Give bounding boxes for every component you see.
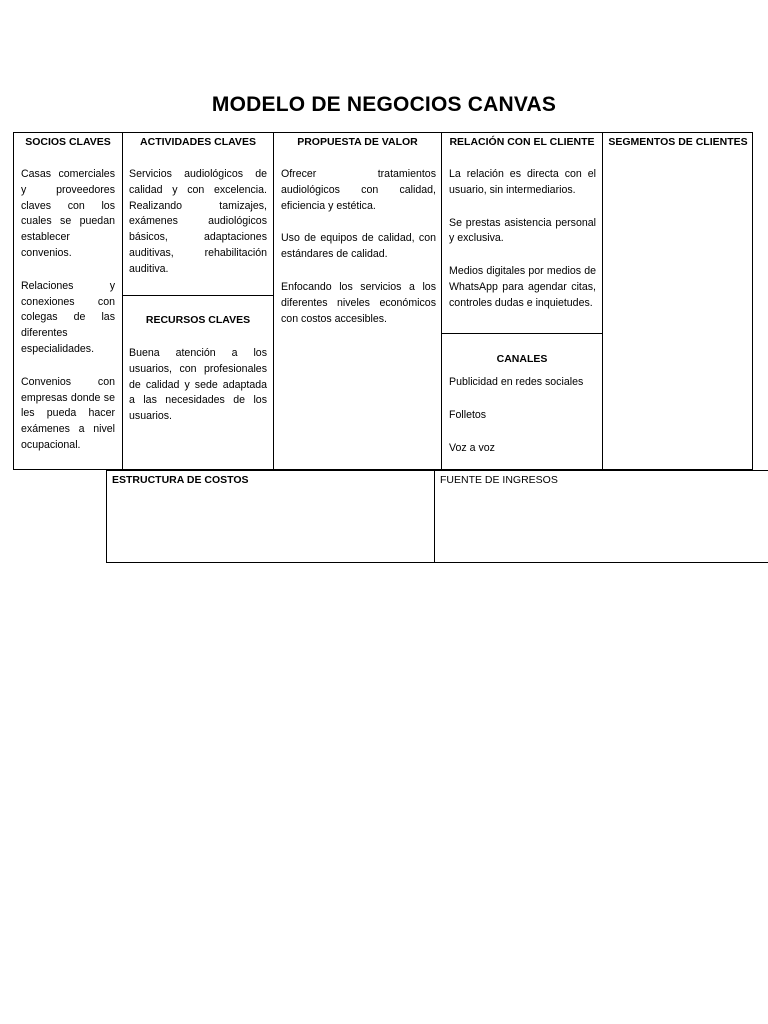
costs-revenue-row <box>106 470 768 563</box>
canales-heading: CANALES <box>496 353 548 365</box>
propuesta-paragraph: Uso de equipos de calidad, con estándares de calidad. <box>281 232 436 261</box>
relacion-paragraph: Medios digitales por medios de WhatsApp para agendar citas, controles dudas e inquietudes. <box>449 265 596 309</box>
divider <box>441 133 442 469</box>
divider <box>602 133 603 469</box>
fuente-ingresos-heading: FUENTE DE INGRESOS <box>440 474 558 486</box>
socios-paragraph: Convenios con empresas donde se les pueda hacer exámenes a nivel ocupacional. <box>21 375 115 451</box>
propuesta-paragraph: Enfocando los servicios a los diferentes niveles económicos con costos accesibles. <box>281 280 436 325</box>
relacion-cliente-heading: RELACIÓN CON EL CLIENTE <box>449 136 595 148</box>
canales-item: Folletos <box>449 408 487 421</box>
actividades-paragraph: Servicios audiológicos de calidad y con excelencia. Realizando tamizajes, exámenes audiológicos básicos, adaptaciones auditivas, rehabilitación auditiva. <box>129 168 267 275</box>
canales-content <box>449 375 599 473</box>
divider <box>434 471 435 562</box>
relacion-paragraph: La relación es directa con el usuario, sin intermediarios. <box>449 168 596 196</box>
socios-paragraph: Relaciones y conexiones con colegas de las diferentes especialidades. <box>21 279 115 355</box>
socios-claves-heading: SOCIOS CLAVES <box>25 136 111 148</box>
divider <box>441 333 603 334</box>
page-title: MODELO DE NEGOCIOS CANVAS <box>211 93 557 116</box>
divider <box>122 295 274 296</box>
actividades-claves-content <box>129 167 267 278</box>
recursos-paragraph: Buena atención a los usuarios, con profesionales de calidad y sede adaptada a las necesidades de los usuarios. <box>129 347 267 423</box>
recursos-claves-heading: RECURSOS CLAVES <box>145 314 251 326</box>
canvas-table <box>13 132 753 470</box>
socios-paragraph: Casas comerciales y proveedores claves con los cuales se puedan establecer convenios. <box>21 168 115 259</box>
propuesta-valor-heading: PROPUESTA DE VALOR <box>297 136 418 148</box>
relacion-paragraph: Se prestas asistencia personal y exclusiva. <box>449 216 596 245</box>
canales-item: Voz a voz <box>449 441 495 454</box>
estructura-costos-heading: ESTRUCTURA DE COSTOS <box>112 474 249 486</box>
propuesta-valor-content <box>281 167 436 327</box>
propuesta-paragraph: Ofrecer tratamientos audiológicos con calidad, eficiencia y estética. <box>281 168 436 212</box>
divider <box>122 133 123 469</box>
relacion-cliente-content <box>449 167 596 312</box>
canales-item: Publicidad en redes sociales <box>449 376 584 388</box>
actividades-claves-heading: ACTIVIDADES CLAVES <box>140 136 256 148</box>
segmentos-clientes-heading: SEGMENTOS DE CLIENTES <box>608 136 748 148</box>
divider <box>273 133 274 469</box>
socios-claves-content <box>21 167 115 454</box>
recursos-claves-content <box>129 346 267 425</box>
